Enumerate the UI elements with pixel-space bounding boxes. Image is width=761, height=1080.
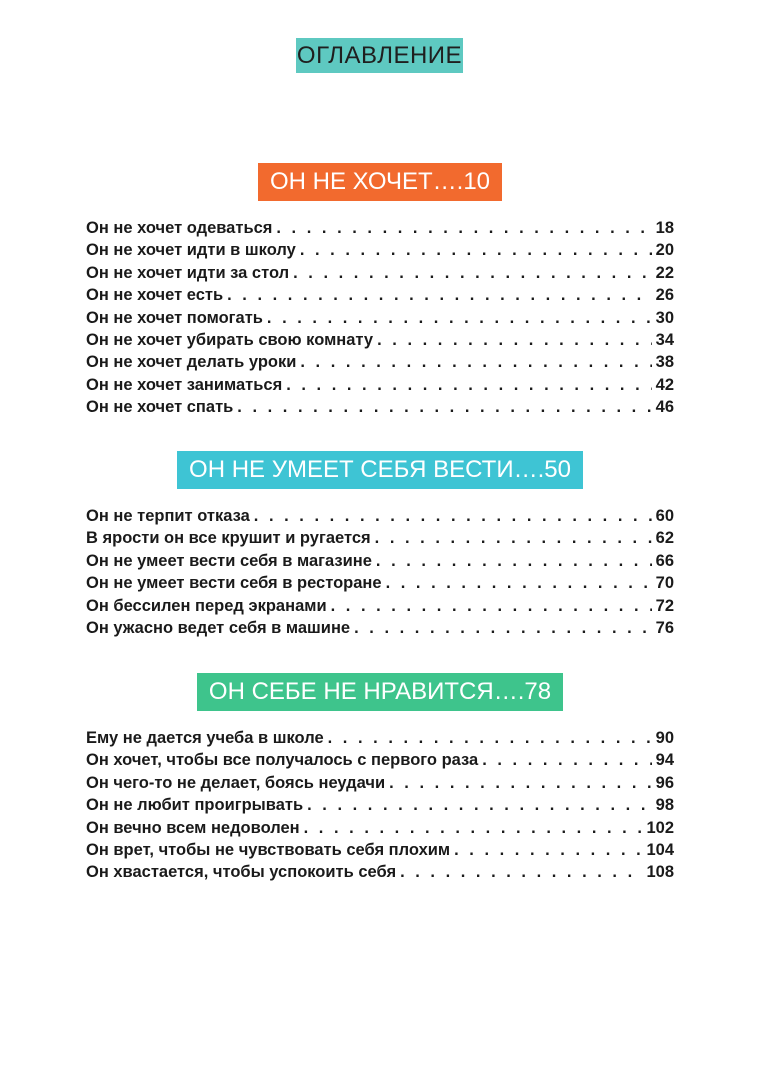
entry-page: 34 <box>655 330 674 349</box>
dot-leader <box>237 398 651 417</box>
toc-entry[interactable] <box>86 219 674 241</box>
entry-title: Он ужасно ведет себя в машине <box>86 618 351 637</box>
entry-title: Он хвастается, чтобы успокоить себя <box>86 863 397 882</box>
toc-entry[interactable] <box>86 507 674 529</box>
entry-title: Он врет, чтобы не чувствовать себя плохим <box>86 840 451 859</box>
entry-page: 18 <box>655 219 674 237</box>
dot-leader <box>354 619 652 638</box>
entry-page: 20 <box>655 241 674 260</box>
toc-entry[interactable] <box>86 819 674 841</box>
entry-title: Он не умеет вести себя в магазине <box>86 551 372 570</box>
entry-page: 26 <box>655 286 674 305</box>
dot-leader <box>328 729 652 748</box>
toc-entry[interactable] <box>86 286 674 308</box>
dot-leader <box>276 219 651 238</box>
entry-title: Он хочет, чтобы все получалось с первого раза <box>86 751 479 770</box>
toc-entry[interactable] <box>86 529 674 551</box>
toc-entry[interactable] <box>86 398 674 420</box>
toc-list <box>86 219 674 421</box>
dot-leader <box>307 796 652 815</box>
dot-leader <box>254 507 652 526</box>
entry-page: 30 <box>655 308 674 327</box>
toc-entry[interactable] <box>86 353 674 375</box>
toc-section-3 <box>86 673 674 886</box>
entry-title: Он не любит проигрывать <box>86 796 304 815</box>
entry-title: Он не хочет идти за стол <box>86 263 290 282</box>
dot-leader <box>300 353 651 372</box>
entry-title: Он не терпит отказа <box>86 507 250 525</box>
entry-page: 94 <box>655 751 674 770</box>
entry-title: Он бессилен перед экранами <box>86 596 327 615</box>
entry-page: 70 <box>655 574 674 593</box>
toc-entry[interactable] <box>86 331 674 353</box>
toc-entry[interactable] <box>86 796 674 818</box>
entry-page: 46 <box>655 398 674 417</box>
entry-page: 76 <box>655 618 674 637</box>
dot-leader <box>454 841 642 860</box>
toc-list <box>86 507 674 641</box>
toc-entry[interactable] <box>86 552 674 574</box>
toc-entry[interactable] <box>86 376 674 398</box>
dot-leader <box>286 376 651 395</box>
entry-page: 62 <box>655 529 674 548</box>
toc-entry[interactable] <box>86 309 674 331</box>
toc-entry[interactable] <box>86 841 674 863</box>
dot-leader <box>386 574 652 593</box>
entry-title: Он не хочет есть <box>86 286 224 305</box>
entry-page: 38 <box>655 353 674 372</box>
entry-page: 66 <box>655 551 674 570</box>
toc-section-2 <box>86 451 674 641</box>
entry-page: 72 <box>655 596 674 615</box>
entry-page: 96 <box>655 773 674 792</box>
toc-section-1 <box>86 163 674 421</box>
entry-page: 108 <box>646 863 674 882</box>
entry-title: Он не хочет заниматься <box>86 375 283 394</box>
section-heading: ОН НЕ ХОЧЕТ….10 <box>258 163 502 201</box>
entry-title: Он не хочет спать <box>86 398 234 417</box>
dot-leader <box>377 331 652 350</box>
toc-entry[interactable] <box>86 774 674 796</box>
dot-leader <box>227 286 652 305</box>
toc-entry[interactable] <box>86 597 674 619</box>
dot-leader <box>331 597 652 616</box>
dot-leader <box>267 309 652 328</box>
dot-leader <box>300 241 652 260</box>
entry-page: 102 <box>646 818 674 837</box>
entry-title: Он вечно всем недоволен <box>86 818 300 837</box>
entry-page: 22 <box>655 263 674 282</box>
toc-entry[interactable] <box>86 574 674 596</box>
entry-title: В ярости он все крушит и ругается <box>86 529 371 548</box>
page-title: ОГЛАВЛЕНИЕ <box>296 38 463 73</box>
entry-page: 98 <box>655 796 674 815</box>
entry-title: Ему не дается учеба в школе <box>86 729 324 747</box>
dot-leader <box>482 751 651 770</box>
entry-page: 90 <box>655 729 674 747</box>
entry-page: 60 <box>655 507 674 525</box>
dot-leader <box>389 774 652 793</box>
dot-leader <box>375 529 652 548</box>
entry-title: Он не хочет одеваться <box>86 219 273 237</box>
entry-title: Он не хочет помогать <box>86 308 263 327</box>
dot-leader <box>400 863 642 882</box>
dot-leader <box>293 264 652 283</box>
entry-title: Он чего-то не делает, боясь неудачи <box>86 773 386 792</box>
entry-title: Он не хочет идти в школу <box>86 241 296 260</box>
toc-entry[interactable] <box>86 729 674 751</box>
toc-entry[interactable] <box>86 751 674 773</box>
toc-entry[interactable] <box>86 264 674 286</box>
section-heading: ОН НЕ УМЕЕТ СЕБЯ ВЕСТИ….50 <box>177 451 583 489</box>
toc-entry[interactable] <box>86 863 674 885</box>
entry-page: 104 <box>646 840 674 859</box>
toc-entry[interactable] <box>86 241 674 263</box>
section-heading: ОН СЕБЕ НЕ НРАВИТСЯ….78 <box>197 673 563 711</box>
entry-title: Он не умеет вести себя в ресторане <box>86 574 382 593</box>
toc-entry[interactable] <box>86 619 674 641</box>
dot-leader <box>304 819 643 838</box>
entry-title: Он не хочет делать уроки <box>86 353 297 372</box>
entry-page: 42 <box>655 375 674 394</box>
dot-leader <box>376 552 652 571</box>
entry-title: Он не хочет убирать свою комнату <box>86 330 374 349</box>
toc-list <box>86 729 674 886</box>
